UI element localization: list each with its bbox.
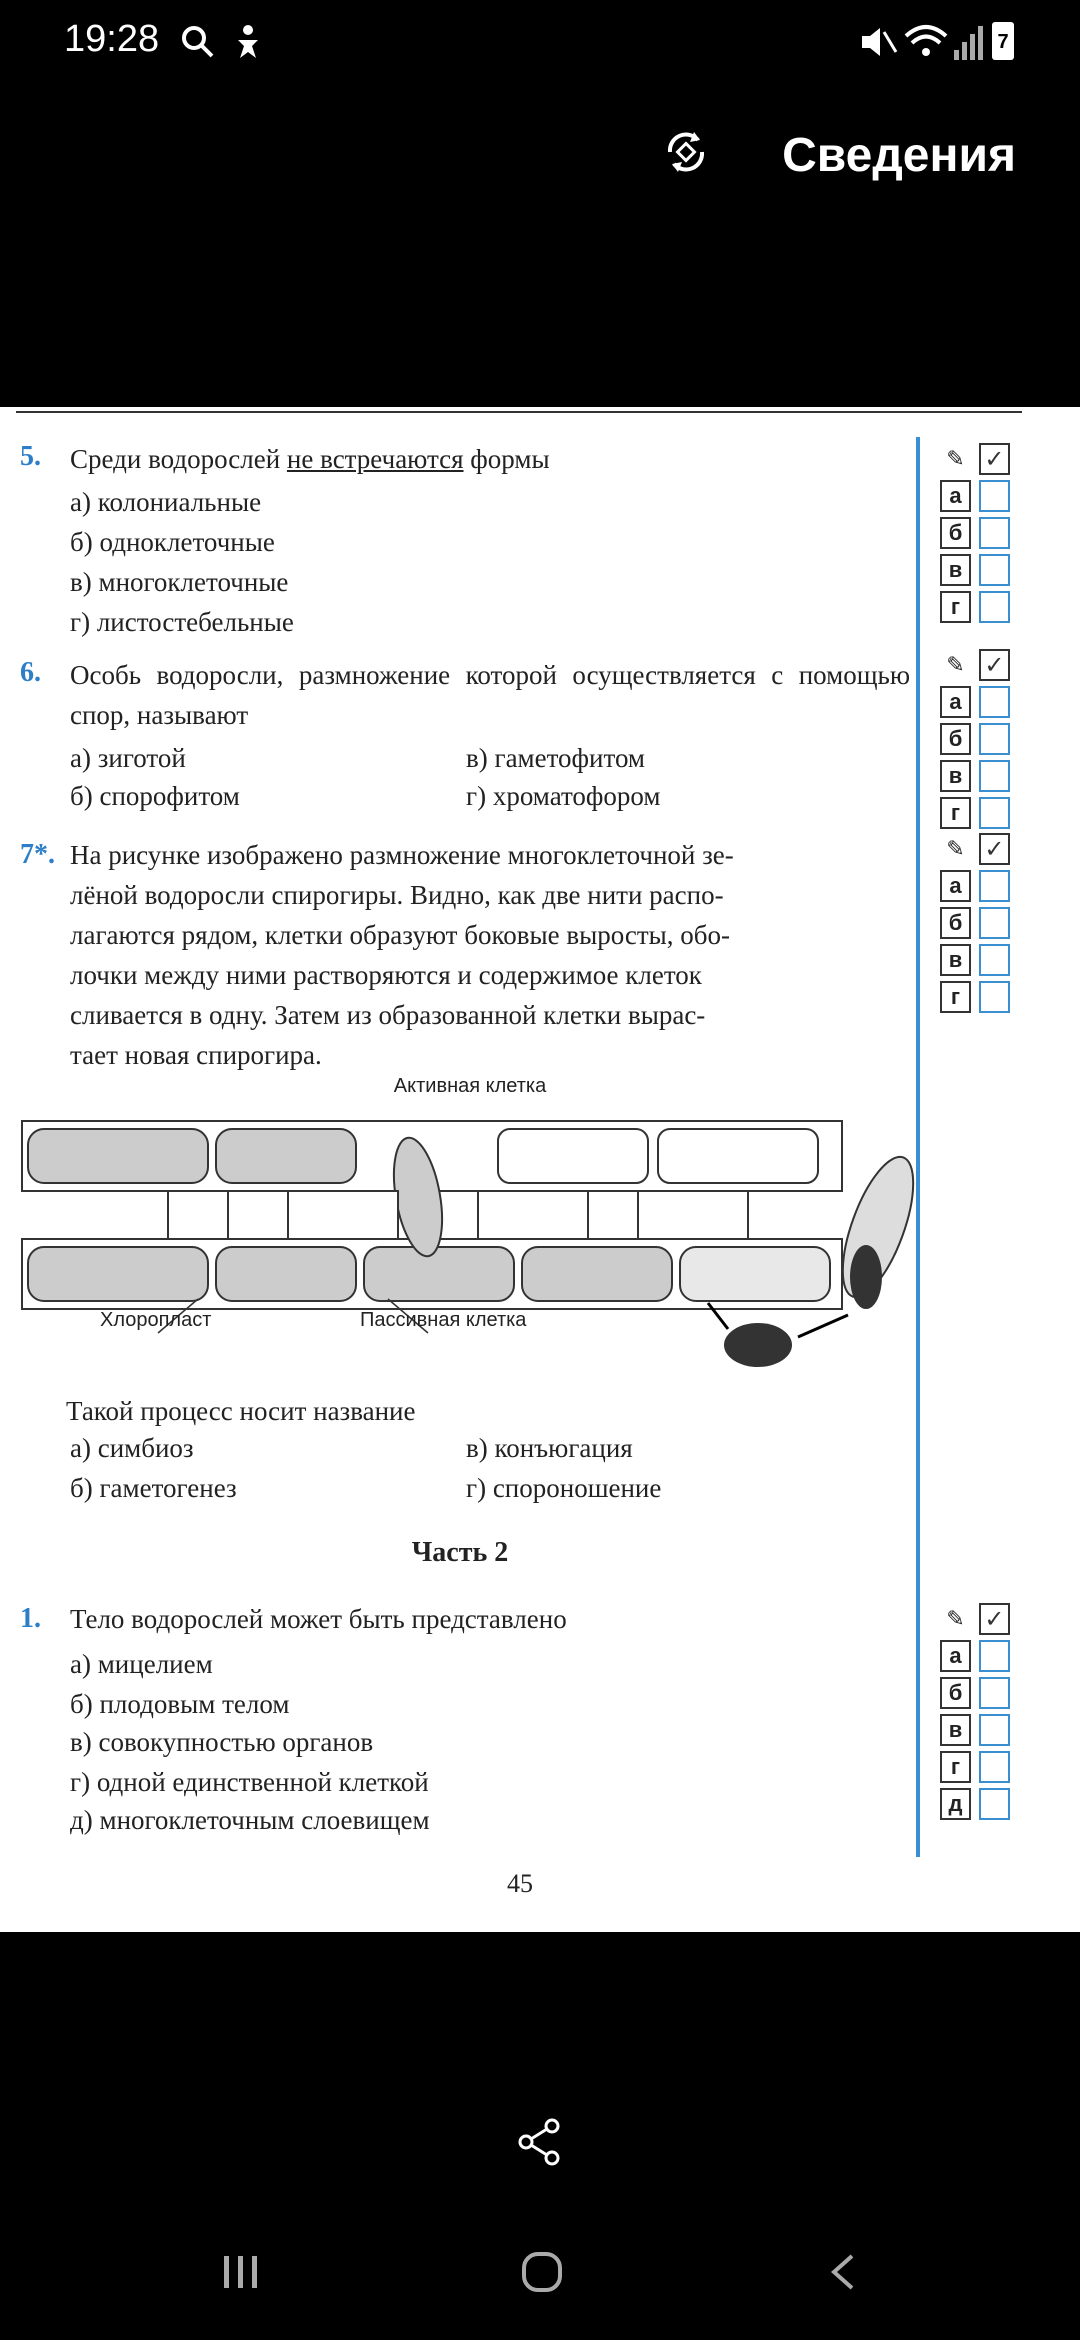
option: а) мицелием bbox=[70, 1649, 213, 1679]
label-chloroplast: Хлоропласт bbox=[100, 1309, 212, 1331]
check-icon: ✓ bbox=[979, 1603, 1010, 1635]
recent-apps-icon[interactable] bbox=[220, 2252, 264, 2292]
signal-icon bbox=[952, 22, 986, 62]
answer-checkbox[interactable] bbox=[979, 981, 1010, 1013]
rotate-icon[interactable] bbox=[660, 126, 712, 178]
answer-checkbox[interactable] bbox=[979, 480, 1010, 512]
check-icon: ✓ bbox=[979, 649, 1010, 681]
option: в) конъюгация bbox=[466, 1433, 633, 1463]
pencil-icon: ✎ bbox=[946, 1606, 965, 1631]
option: д) многоклеточным слоевищем bbox=[70, 1805, 430, 1835]
pencil-icon: ✎ bbox=[946, 652, 965, 677]
option: г) хроматофором bbox=[466, 781, 661, 811]
answer-grid: ✎ ✓ а б в г bbox=[940, 831, 1010, 1016]
answer-checkbox[interactable] bbox=[979, 797, 1010, 829]
label-passive-cell: Пассивная клетка bbox=[360, 1309, 527, 1331]
option: б) спорофитом bbox=[70, 781, 240, 811]
answer-checkbox[interactable] bbox=[979, 1751, 1010, 1783]
page-number: 45 bbox=[507, 1869, 533, 1898]
answer-checkbox[interactable] bbox=[979, 944, 1010, 976]
pencil-icon: ✎ bbox=[946, 836, 965, 861]
option: г) листостебельные bbox=[70, 607, 294, 637]
answer-checkbox[interactable] bbox=[979, 1788, 1010, 1820]
answer-checkbox[interactable] bbox=[979, 870, 1010, 902]
mute-icon bbox=[858, 24, 898, 60]
pencil-icon: ✎ bbox=[946, 446, 965, 471]
option: б) плодовым телом bbox=[70, 1689, 290, 1719]
option: г) одной единственной клеткой bbox=[70, 1767, 429, 1797]
label-active-cell: Активная клетка bbox=[393, 1075, 547, 1097]
option: в) многоклеточные bbox=[70, 567, 289, 597]
status-bar bbox=[0, 0, 1080, 90]
option: в) совокупностью органов bbox=[70, 1727, 374, 1757]
question-number: 1. bbox=[20, 1603, 41, 1634]
option: а) зиготой bbox=[70, 743, 186, 773]
option: а) симбиоз bbox=[70, 1433, 194, 1463]
home-icon[interactable] bbox=[520, 2250, 564, 2294]
spirogyra-figure bbox=[18, 1107, 918, 1377]
question-number: 5. bbox=[20, 441, 41, 472]
option: б) гаметогенез bbox=[70, 1473, 237, 1503]
battery-icon: 7 bbox=[992, 22, 1014, 60]
option: г) спороношение bbox=[466, 1473, 662, 1503]
option: а) колониальные bbox=[70, 487, 262, 517]
navigation-bar bbox=[0, 2200, 1080, 2340]
question-text: Тело водорослей может быть представлено bbox=[70, 1604, 567, 1634]
answer-grid: ✎ ✓ а б в г bbox=[940, 647, 1010, 832]
answer-checkbox[interactable] bbox=[979, 1714, 1010, 1746]
question-number: 7*. bbox=[20, 839, 55, 870]
answer-checkbox[interactable] bbox=[979, 907, 1010, 939]
question-number: 6. bbox=[20, 657, 41, 688]
accessibility-icon bbox=[230, 22, 266, 62]
question-prompt: Такой процесс носит название bbox=[66, 1396, 416, 1426]
question-text: Особь водоросли, размножение которой осуществляется с помощью спор, называют bbox=[70, 660, 910, 730]
answer-checkbox[interactable] bbox=[979, 686, 1010, 718]
question-text: Среди водорослей не встречаются формы bbox=[70, 444, 550, 474]
answer-grid: ✎ ✓ а б в г д bbox=[940, 1601, 1010, 1823]
answer-checkbox[interactable] bbox=[979, 723, 1010, 755]
share-icon[interactable] bbox=[516, 2118, 564, 2166]
top-rule bbox=[16, 411, 1022, 413]
answer-grid: ✎ ✓ а б в г bbox=[940, 441, 1010, 626]
part-title: Часть 2 bbox=[411, 1537, 509, 1568]
option: в) гаметофитом bbox=[466, 743, 646, 773]
clock: 19:28 bbox=[64, 18, 160, 60]
check-icon: ✓ bbox=[979, 833, 1010, 865]
answer-checkbox[interactable] bbox=[979, 554, 1010, 586]
back-icon[interactable] bbox=[826, 2252, 860, 2292]
answer-checkbox[interactable] bbox=[979, 517, 1010, 549]
question-text: На рисунке изображено размножение многоклеточной зе- лёной водоросли спирогиры. Видно, как две нити распо- лагаются рядом, клетки образуют боковые выросты, обо- лочки между ними растворяются и содержимое клеток сливается в одну. Затем из образованной клетки вырас- тает новая спирогира. bbox=[70, 840, 734, 1070]
answer-checkbox[interactable] bbox=[979, 1640, 1010, 1672]
option: б) одноклеточные bbox=[70, 527, 275, 557]
wifi-icon bbox=[904, 22, 948, 62]
answer-checkbox[interactable] bbox=[979, 1677, 1010, 1709]
info-button[interactable]: Сведения bbox=[782, 129, 1016, 182]
answer-checkbox[interactable] bbox=[979, 591, 1010, 623]
search-icon bbox=[178, 22, 218, 62]
check-icon: ✓ bbox=[979, 443, 1010, 475]
answer-checkbox[interactable] bbox=[979, 760, 1010, 792]
document-page bbox=[0, 407, 1080, 1932]
